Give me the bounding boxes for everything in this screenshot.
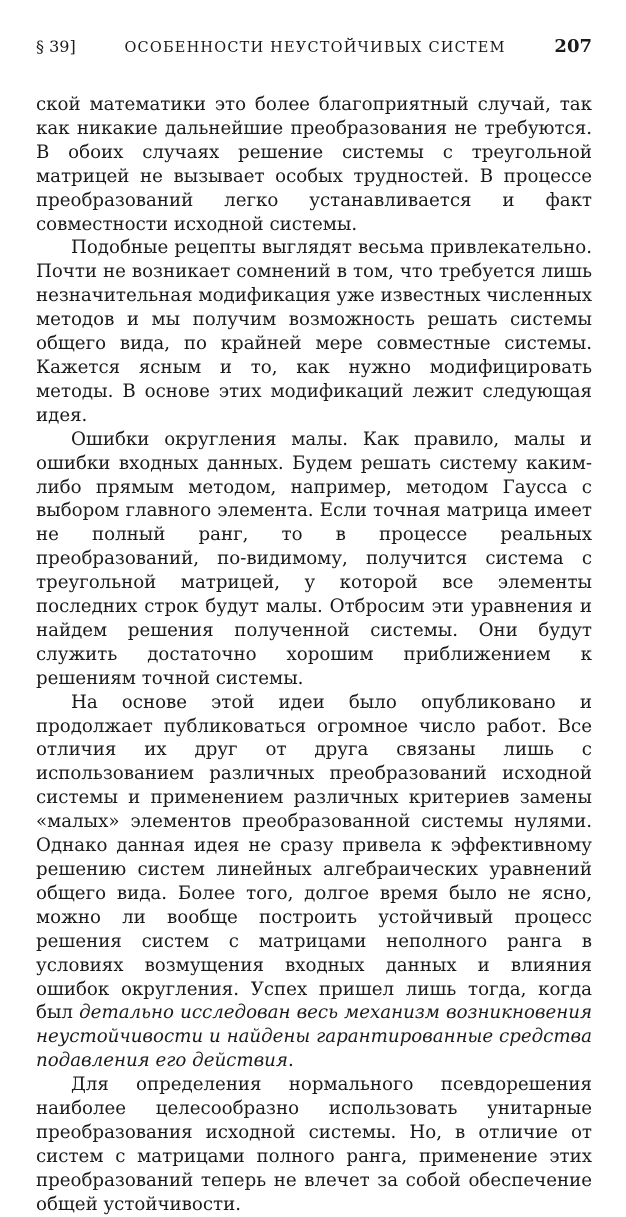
paragraph-4-end: . <box>287 1050 294 1072</box>
paragraph-4-text: На основе этой идеи было опубликовано и продолжает публиковаться огромное число работ. Все отличия их друг от друга связаны лишь с использованием различных преобразований исходной системы и применением различных критериев замены «малых» элементов преобразованной системы нулями. Однако данная идея не сразу привела к эффективному решению систем линейных алгебраических уравнений общего вида. Более того, долгое время было не ясно, можно ли вообще построить устойчивый процесс решения систем с матрицами неполного ранга в условиях возмущения входных данных и влияния ошибок округления. Успех пришел лишь тогда, когда был <box>36 691 592 1024</box>
paragraph-4-emphasis: детально исследован весь механизм возникновения неустойчивости и найдены гарантированные средства подавления его действия <box>36 1002 593 1072</box>
paragraph-3: Ошибки округления малы. Как правило, малы и ошибки входных данных. Будем решать систему каким-либо прямым методом, например, методом Гаусса с выбором главного элемента. Если точная матрица имеет не полный ранг, то в процессе реальных преобразований, по-видимому, получится система с треугольной матрицей, у которой все элементы последних строк будут малы. Отбросим эти уравнения и найдем решения полученной системы. Они будут служить достаточно хорошим приближением к решениям точной системы. <box>36 428 592 689</box>
page-body <box>36 93 592 1217</box>
paragraph-1: ской математики это более благоприятный случай, так как никакие дальнейшие преобразования не требуются. В обоих случаях решение системы с треугольной матрицей не вызывает особых трудностей. В процессе преобразований легко устанавливается и факт совместности исходной системы. <box>36 94 592 235</box>
paragraph-5: Для определения нормального псевдорешения наиболее целесообразно использовать унитарные преобразования исходной системы. Но, в отличие от систем с матрицами полного ранга, применение этих преобразований теперь не влечет за собой обеспечение общей устойчивости. <box>36 1074 592 1215</box>
paragraph-4 <box>36 691 592 1074</box>
running-header <box>36 36 592 66</box>
paragraph-2: Подобные рецепты выглядят весьма привлекательно. Почти не возникает сомнений в том, что требуется лишь незначительная модификация уже известных численных методов и мы получим возможность решать системы общего вида, по крайней мере совместные системы. Кажется ясным и то, как нужно модифицировать методы. В основе этих модификаций лежит следующая идея. <box>36 237 593 426</box>
page-number: 207 <box>554 36 592 57</box>
running-title: ОСОБЕННОСТИ НЕУСТОЙЧИВЫХ СИСТЕМ <box>124 40 506 56</box>
section-number: § 39] <box>36 37 76 56</box>
